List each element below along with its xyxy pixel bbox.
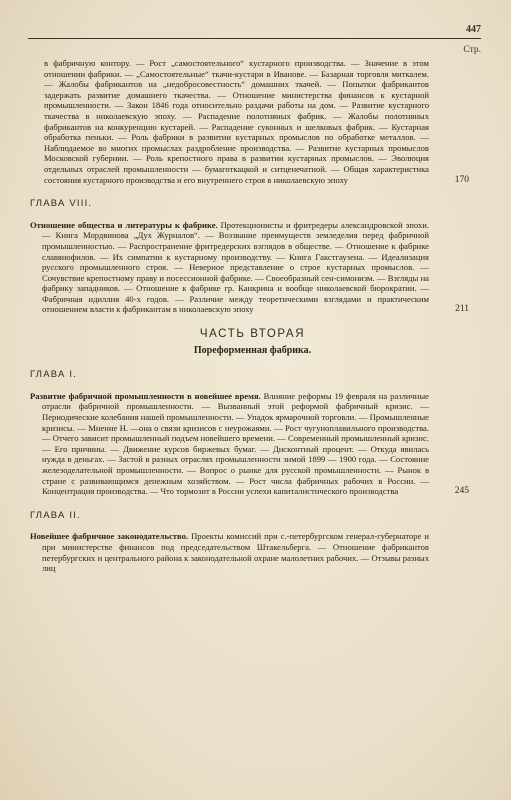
toc-entry-continued — [30, 58, 475, 185]
toc-page-number: 245 — [454, 486, 469, 497]
table-of-contents — [30, 58, 475, 574]
page-number: 447 — [466, 24, 481, 35]
part-heading: ЧАСТЬ ВТОРАЯ — [199, 328, 306, 341]
chapter-2-title: Новейшее фабричное законодательство. — [30, 531, 189, 542]
chapter-heading-2: ГЛАВА II. — [30, 509, 81, 521]
toc-entry-text: в фабричную контору. — Рост „самостоятельного“ кустарного производства. — Значение в этом отношении фабрики. — „Самостоятельные“ ткачи-кустари в Иванове. — Базарная торговля миткалем. — Жалобы фабрикантов на „недобросовестность“ домашних ткачей. — Попытки фабрикантов задержать развитие домашнего ткачества. — Отношение министерства финансов к кустарной промышленности. — Закон 1846 года относительно раздачи работы на дом. — Развитие кустарного ткачества в николаевскую эпоху. — Распадение полотняных фабрик. — Жалобы полотняных фабрикантов на конкуренцию кустарей. — Распадение суконных и шелковых фабрик. — Кустарная обработка пеньки. — Роль фабрики в развитии кустарных промыслов по обработке металлов. — Наблюдаемое во многих промыслах раздробление производства. — Развитие кустарных промыслов Московской губернии. — Роль крепостного права в развитии кустарных промыслов. — Эволюция отдельных отраслей промышленности — бумаготкацкой и ситценечатной. — Общая характеристика состояния кустарного производства и его внутреннего строя в николаевскую эпоху — [44, 58, 429, 185]
chapter-1-title: Развитие фабричной промышленности в новейшее время. — [30, 390, 261, 401]
chapter-heading-1: ГЛАВА I. — [30, 369, 78, 381]
toc-page-number: 170 — [454, 174, 469, 185]
toc-page-number: 211 — [455, 304, 469, 315]
chapter-8-summary: Протекционисты и фритредеры александровской эпохи. — Книга Мордвинова „Дух Журналов“. — Воззвание преимуществ земледелия перед фабричной промышленностью. — Распространение фритредерских взглядов в обществе. — Отношение к фабрике славянофилов. — Их симпатии к кустарному производству. — Книга Гакстгаузена. — Идеализация русского промышленного строя. — Неверное представление о строе кустарных промыслов. — Сочувствие крепостному праву и посессионной фабрике. — Своеобразный сен-симонизм. — Взгляды на фабрику западников. — Отношение к фабрике гр. Канкрина и вообще николаевской бюрократии. — Фабричная идиллия 40-х годов. — Различие между теоретическими взглядами и практическим отношением власти к фабрикантам в николаевскую эпоху — [42, 219, 429, 315]
chapter-1-summary: Влияние реформы 19 февраля на различные отрасли фабричной промышленности. — Вызванный этой реформой фабричный кризис. — Периодические колебания нашей промышленности. — Упадок ярмарочной торговли. — Промышленные кризисы. — Мнение Н. —она о связи кризисов с неурожаями. — Рост чугуноплавильного производства. — Отчего зависит промышленный подъем новейшего времени. — Современный промышленный кризис. — Его причины. — Движение курсов биржевых бумаг. — Дисконтный процент. — Откуда явилась нужда в деньгах. — Застой в разных отраслях промышленности зимой 1899 — 1900 года. — Состояние железоделательной промышленности. — Вопрос о рынке для русской промышленности. — Рынок в стране с развивающимся денежным хозяйством. — Рост числа фабричных рабочих в России. — Концентрация производства. — Что тормозит в России успехи капиталистического производства — [42, 390, 429, 497]
page-column-header: Стр. — [463, 45, 481, 55]
chapter-2-summary: Проекты комиссий при с.-петербургском генерал-губернаторе и при министерстве финансов под председательством Штакельберга. — Отношение фабрикантов петербургских и центрального района к законодательной охране малолетних рабочих. — Отзывы разных лиц — [42, 531, 430, 574]
chapter-8-title: Отношение общества и литературы к фабрике. — [30, 219, 218, 230]
toc-entry-chapter-2 — [30, 531, 475, 573]
part-subtitle: Пореформенная фабрика. — [193, 344, 312, 356]
toc-entry-chapter-8 — [30, 220, 475, 315]
chapter-heading-8: ГЛАВА VIII. — [30, 198, 93, 210]
header-rule — [28, 38, 481, 39]
toc-entry-chapter-1 — [30, 391, 475, 497]
